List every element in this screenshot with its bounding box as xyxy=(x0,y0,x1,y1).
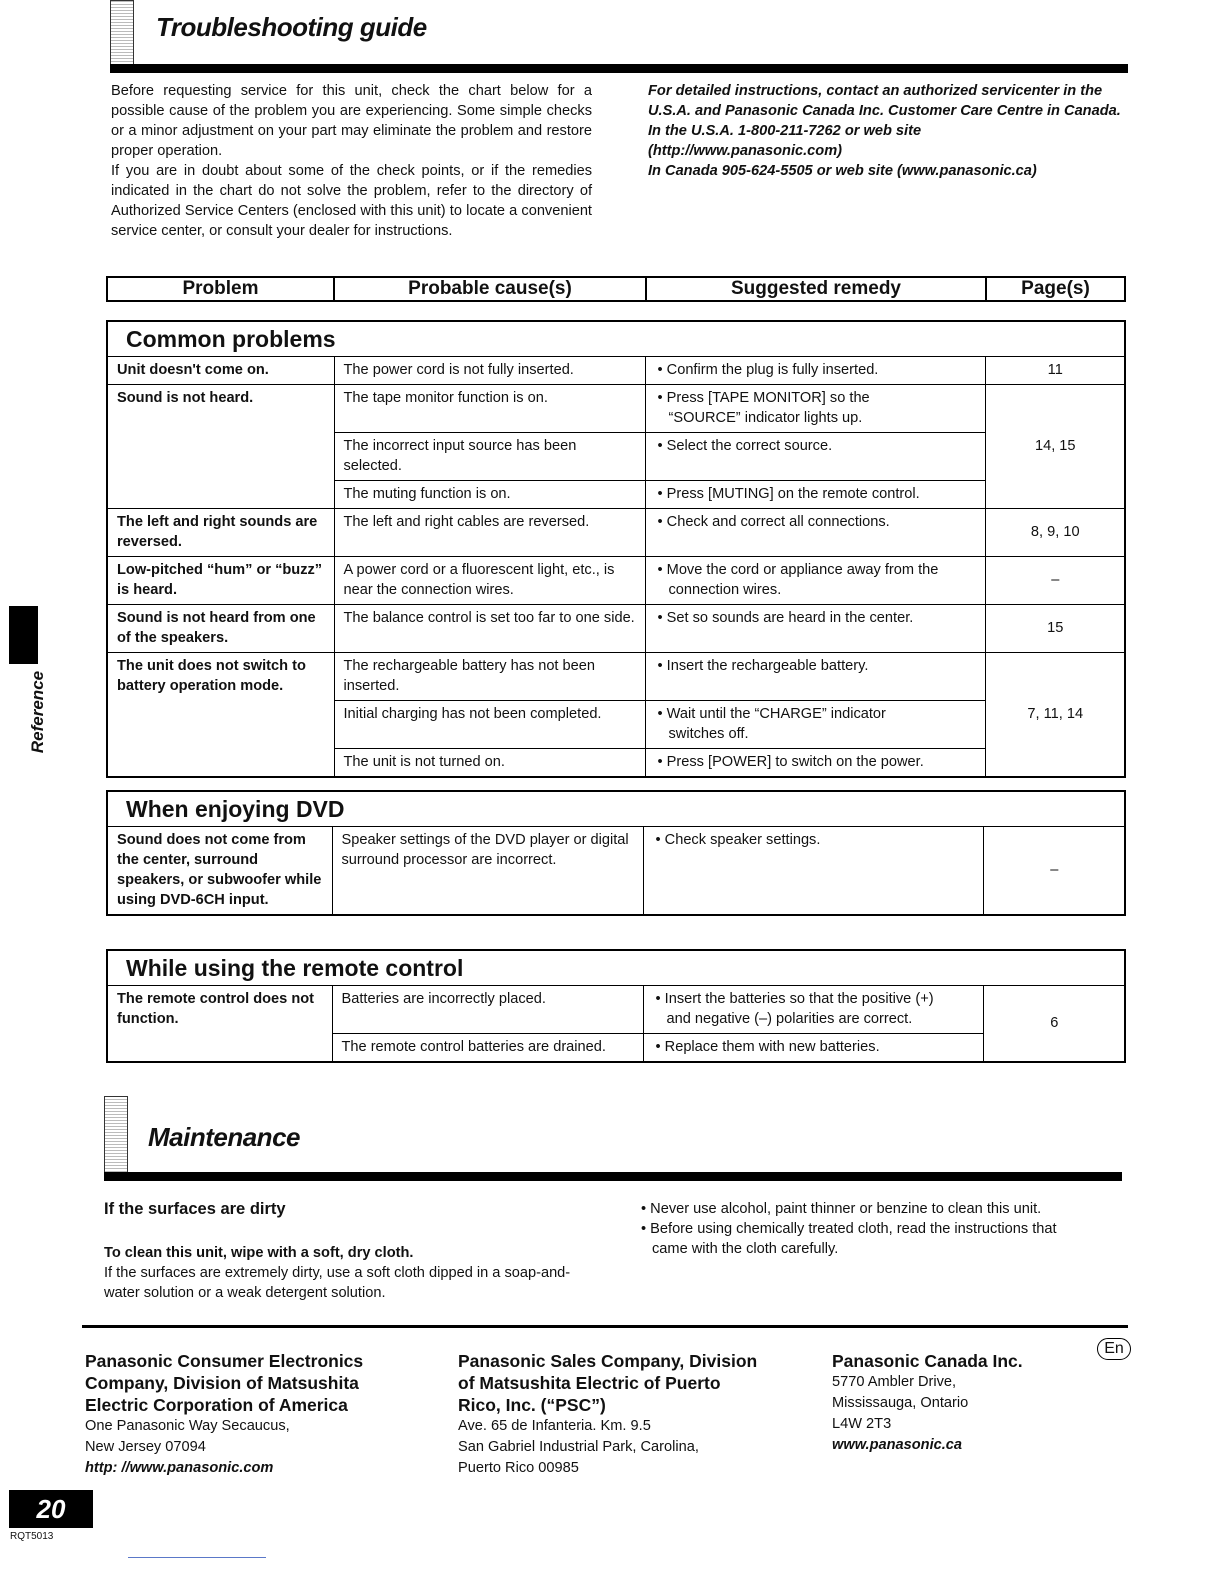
maintenance-title: Maintenance xyxy=(148,1122,300,1152)
remote-title: While using the remote control xyxy=(107,950,1125,986)
cause-cell: The incorrect input source has been selected. xyxy=(334,433,645,481)
remedy-text: and negative (–) polarities are correct. xyxy=(666,1011,913,1027)
remedy-cell: • Press [POWER] to switch on the power. xyxy=(645,749,985,778)
pages-cell: – xyxy=(983,827,1125,916)
section-marker-icon xyxy=(104,1096,128,1176)
remedy-cell: • Select the correct source. xyxy=(645,433,985,481)
cause-cell: The balance control is set too far to one side. xyxy=(334,605,645,653)
table-row xyxy=(107,827,1125,916)
dvd-table xyxy=(106,790,1126,916)
website-usa: http: //www.panasonic.com xyxy=(85,1460,274,1476)
section-marker-icon xyxy=(110,0,134,66)
pages-cell: 6 xyxy=(983,986,1125,1063)
language-badge-text: En xyxy=(1104,1340,1124,1357)
cause-cell: The power cord is not fully inserted. xyxy=(334,357,645,385)
website-canada: www.panasonic.ca xyxy=(832,1437,963,1453)
contact-info xyxy=(648,81,1130,181)
table-row xyxy=(107,653,1125,701)
pages-cell: 7, 11, 14 xyxy=(985,653,1125,778)
cause-cell: The tape monitor function is on. xyxy=(334,385,645,433)
intro-paragraph-2: If you are in doubt about some of the check points, or if the remedies indicated in the chart do not solve the problem, refer to the directory of Authorized Service Centers (enclosed with this unit) to locate a convenient service center, or consult your dealer for instructions. xyxy=(111,163,592,239)
maintenance-bullet-1: • Never use alcohol, paint thinner or benzine to clean this unit. xyxy=(641,1201,1042,1217)
cause-cell: Speaker settings of the DVD player or digital surround processor are incorrect. xyxy=(332,827,643,916)
address-line: Puerto Rico 00985 xyxy=(458,1460,579,1476)
cause-cell: The muting function is on. xyxy=(334,481,645,509)
company-puerto-rico: Panasonic Sales Company, Division of Matsushita Electric of Puerto Rico, Inc. (“PSC”) xyxy=(458,1351,758,1415)
common-problems-title: Common problems xyxy=(107,321,1125,357)
maintenance-heading: If the surfaces are dirty xyxy=(104,1200,286,1218)
column-header xyxy=(106,276,1126,302)
pages-cell: 8, 9, 10 xyxy=(985,509,1125,557)
intro-text xyxy=(111,81,592,241)
remedy-cell: • Set so sounds are heard in the center. xyxy=(645,605,985,653)
remedy-text: • Press [TAPE MONITOR] so the xyxy=(657,390,870,406)
remedy-text: • Wait until the “CHARGE” indicator xyxy=(657,706,886,722)
problem-cell: Sound does not come from the center, surround speakers, or subwoofer while using DVD-6CH input. xyxy=(107,827,332,916)
remedy-cell xyxy=(645,701,985,749)
address-puerto-rico xyxy=(458,1350,768,1479)
remedy-cell: • Insert the rechargeable battery. xyxy=(645,653,985,701)
maintenance-rule xyxy=(104,1172,1122,1181)
remedy-text: “SOURCE” indicator lights up. xyxy=(668,410,863,426)
remedy-cell xyxy=(645,557,985,605)
cause-cell: Batteries are incorrectly placed. xyxy=(332,986,643,1034)
pages-cell: 14, 15 xyxy=(985,385,1125,509)
page-number-box xyxy=(9,1490,93,1528)
maintenance-clean-text: If the surfaces are extremely dirty, use a soft cloth dipped in a soap-and-water solution or a weak detergent solution. xyxy=(104,1265,571,1301)
contact-line-3: (http://www.panasonic.com) xyxy=(648,143,843,159)
problem-cell: Sound is not heard from one of the speakers. xyxy=(107,605,334,653)
company-canada: Panasonic Canada Inc. xyxy=(832,1351,1023,1371)
title-rule xyxy=(110,64,1128,73)
table-row xyxy=(107,509,1125,557)
address-line: Ave. 65 de Infanteria. Km. 9.5 xyxy=(458,1418,651,1434)
maintenance-bullet-2b: came with the cloth carefully. xyxy=(652,1241,839,1257)
problem-cell: The unit does not switch to battery operation mode. xyxy=(107,653,334,778)
remedy-text: switches off. xyxy=(668,726,749,742)
maintenance-bullet-2a: • Before using chemically treated cloth, read the instructions that xyxy=(641,1221,1057,1237)
side-tab-label: Reference xyxy=(28,670,47,754)
address-usa xyxy=(85,1350,405,1479)
remedy-cell: • Confirm the plug is fully inserted. xyxy=(645,357,985,385)
remedy-text: connection wires. xyxy=(668,582,782,598)
col-pages: Page(s) xyxy=(1021,278,1090,299)
bottom-divider xyxy=(128,1557,266,1558)
problem-cell: The left and right sounds are reversed. xyxy=(107,509,334,557)
remedy-cell: • Press [MUTING] on the remote control. xyxy=(645,481,985,509)
table-row xyxy=(107,605,1125,653)
address-line: Mississauga, Ontario xyxy=(832,1395,969,1411)
cause-cell: The rechargeable battery has not been inserted. xyxy=(334,653,645,701)
cause-cell: A power cord or a fluorescent light, etc., is near the connection wires. xyxy=(334,557,645,605)
col-cause: Probable cause(s) xyxy=(335,278,647,300)
common-problems-table xyxy=(106,320,1126,778)
address-line: One Panasonic Way Secaucus, xyxy=(85,1418,290,1434)
col-remedy: Suggested remedy xyxy=(647,278,987,300)
page-number: 20 xyxy=(36,1494,66,1524)
address-line: L4W 2T3 xyxy=(832,1416,892,1432)
contact-line-2: In the U.S.A. 1-800-211-7262 or web site xyxy=(648,123,922,139)
troubleshooting-title: Troubleshooting guide xyxy=(156,12,427,42)
col-problem: Problem xyxy=(108,278,335,300)
contact-line-4: In Canada 905-624-5505 or web site (www.panasonic.ca) xyxy=(648,163,1037,179)
problem-cell: The remote control does not function. xyxy=(107,986,332,1063)
pages-cell: 11 xyxy=(985,357,1125,385)
cause-cell: The unit is not turned on. xyxy=(334,749,645,778)
problem-cell: Unit doesn't come on. xyxy=(107,357,334,385)
address-line: San Gabriel Industrial Park, Carolina, xyxy=(458,1439,699,1455)
doc-code: RQT5013 xyxy=(10,1531,54,1542)
maintenance-right xyxy=(641,1199,1126,1259)
intro-paragraph-1: Before requesting service for this unit, check the chart below for a possible cause of the problem you are experiencing. Some simple checks or a minor adjustment on your part may eliminate the problem and restore proper operation. xyxy=(111,83,592,159)
cause-cell: The remote control batteries are drained. xyxy=(332,1034,643,1063)
table-row xyxy=(107,385,1125,433)
footer-rule xyxy=(82,1325,1128,1328)
remedy-cell: • Replace them with new batteries. xyxy=(643,1034,983,1063)
table-row xyxy=(107,557,1125,605)
remedy-text: • Move the cord or appliance away from the xyxy=(657,562,939,578)
remedy-text: • Insert the batteries so that the positive (+) xyxy=(655,991,934,1007)
problem-cell: Sound is not heard. xyxy=(107,385,334,509)
remedy-cell xyxy=(643,986,983,1034)
remedy-cell xyxy=(645,385,985,433)
language-badge-icon xyxy=(1097,1338,1131,1360)
remote-table xyxy=(106,949,1126,1063)
company-usa: Panasonic Consumer Electronics Company, Division of Matsushita Electric Corporation of America xyxy=(85,1351,364,1415)
contact-line-1: For detailed instructions, contact an authorized servicenter in the U.S.A. and Panasonic Canada Inc. Customer Care Centre in Canada. xyxy=(648,83,1121,119)
cause-cell: Initial charging has not been completed. xyxy=(334,701,645,749)
table-row xyxy=(107,986,1125,1034)
side-tab-block xyxy=(9,606,38,664)
dvd-title: When enjoying DVD xyxy=(107,791,1125,827)
pages-cell: 15 xyxy=(985,605,1125,653)
maintenance-left xyxy=(104,1197,594,1303)
address-line: New Jersey 07094 xyxy=(85,1439,206,1455)
maintenance-clean-bold: To clean this unit, wipe with a soft, dry cloth. xyxy=(104,1245,414,1261)
cause-cell: The left and right cables are reversed. xyxy=(334,509,645,557)
pages-cell: – xyxy=(985,557,1125,605)
remedy-cell: • Check speaker settings. xyxy=(643,827,983,916)
problem-cell: Low-pitched “hum” or “buzz” is heard. xyxy=(107,557,334,605)
remedy-cell: • Check and correct all connections. xyxy=(645,509,985,557)
address-canada xyxy=(832,1350,1072,1456)
address-line: 5770 Ambler Drive, xyxy=(832,1374,957,1390)
table-row xyxy=(107,357,1125,385)
